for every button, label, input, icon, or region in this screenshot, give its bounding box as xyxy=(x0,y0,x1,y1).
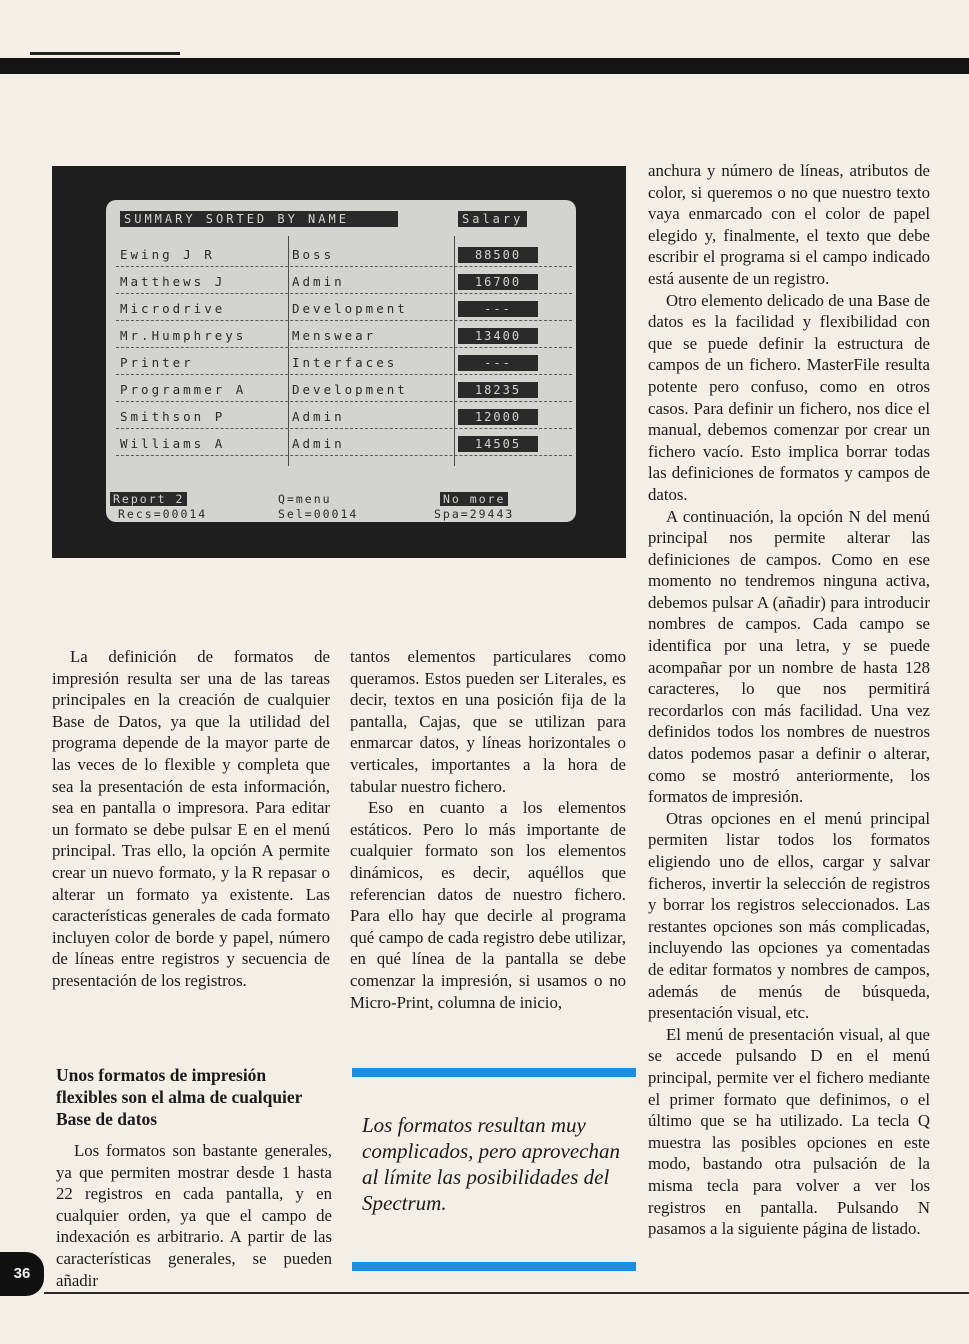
footer-spa: Spa=29443 xyxy=(434,507,515,521)
article-column-2 xyxy=(350,646,626,1013)
pullquote: Los formatos resultan muy complicados, pero aprovechan al límite las posibilidades del Spectrum. xyxy=(362,1113,620,1215)
table-row xyxy=(116,379,572,402)
table-row xyxy=(116,406,572,429)
row-salary: --- xyxy=(458,355,538,371)
footer-report: Report 2 xyxy=(110,492,187,506)
table-row xyxy=(116,433,572,456)
row-salary: 13400 xyxy=(458,328,538,344)
paragraph: anchura y número de líneas, atributos de color, si queremos o no que nuestro texto vaya enmarcado con el color de papel elegido y, finalmente, el texto que debe escribir el programa si el campo indicado está ausente de un registro. xyxy=(648,161,930,288)
row-name: Programmer A xyxy=(120,382,247,397)
row-dept: Interfaces xyxy=(292,355,398,370)
paragraph: Eso en cuanto a los elementos estáticos. Pero lo más importante de cualquier formato son los elementos dinámicos, es decir, aquéllos que referencian datos de nuestro fichero. Para ello hay que decirle al programa qué campo de cada registro debe utilizar, en qué línea de la pantalla se debe comenzar la impresión, si usamos o no Micro-Print, columna de inicio, xyxy=(350,798,626,1012)
row-salary: 12000 xyxy=(458,409,538,425)
screenshot-photo xyxy=(52,166,626,558)
article-column-1 xyxy=(52,646,330,992)
tv-screen xyxy=(106,200,576,522)
table-row xyxy=(116,325,572,348)
table-row xyxy=(116,298,572,321)
row-salary: 88500 xyxy=(458,247,538,263)
screen-header xyxy=(116,208,572,230)
top-tick-line xyxy=(30,52,180,55)
top-rule-bar xyxy=(0,58,969,74)
footer-sel: Sel=00014 xyxy=(278,507,359,521)
row-name: Printer xyxy=(120,355,194,370)
paragraph: A continuación, la opción N del menú principal nos permite alterar las definiciones de campos. Como en ese momento no tendremos ninguna activa, debemos pulsar A (añadir) para introducir nombres de campos. Cada campo se identifica por una letra, y se puede acompañar por un nombre de hasta 128 caracteres, lo que nos permitirá recordarlos con más facilidad. Una vez definidos todos los nombres de nuestros datos podemos pasar a definir o alterar, como se mostró anteriormente, los formatos de impresión. xyxy=(648,506,930,807)
screen-footer-status xyxy=(110,492,570,506)
row-dept: Admin xyxy=(292,409,345,424)
paragraph: Los formatos son bastante generales, ya que permiten mostrar desde 1 hasta 22 registros en cada pantalla, y en cualquier orden, ya que el campo de indexación es arbitrario. A partir de las características generales, se pueden añadir xyxy=(56,1141,332,1290)
row-name: Mr.Humphreys xyxy=(120,328,247,343)
screen-title: SUMMARY SORTED BY NAME xyxy=(120,211,398,227)
row-dept: Development xyxy=(292,382,408,397)
section-heading: Unos formatos de impresión flexibles son el alma de cualquier Base de datos xyxy=(56,1065,303,1129)
row-name: Microdrive xyxy=(120,301,226,316)
article-column-3 xyxy=(648,160,930,1240)
row-salary: 14505 xyxy=(458,436,538,452)
footer-menu-hint: Q=menu xyxy=(278,492,332,506)
pullquote-rule-top xyxy=(352,1068,636,1077)
row-salary: --- xyxy=(458,301,538,317)
row-dept: Menswear xyxy=(292,328,377,343)
pullquote-rule-bottom xyxy=(352,1262,636,1271)
table-row xyxy=(116,352,572,375)
row-name: Smithson P xyxy=(120,409,226,424)
footer-recs: Recs=00014 xyxy=(118,507,208,521)
row-name: Ewing J R xyxy=(120,247,215,262)
paragraph: Otro elemento delicado de una Base de datos es la facilidad y flexibilidad con que se puede definir la estructura de campos de un fichero. MasterFile resulta potente pero confuso, como en otros casos. Para definir un fichero, nos dice el manual, debemos comenzar por crear un fichero vacío. Esto implica borrar todas las definiciones de formatos y campos de datos. xyxy=(648,290,930,504)
footer-no-more: No more xyxy=(440,492,508,506)
paragraph: Otras opciones en el menú principal permiten listar todos los formatos eligiendo uno de ellos, cargar y salvar ficheros, invertir la selección de registros y borrar los registros seleccionados. Las restantes opciones son más complicadas, incluyendo las opciones ya comentadas de editar formatos y nombres de campos, además de menús de búsqueda, presentación visual, etc. xyxy=(648,808,930,1023)
row-dept: Admin xyxy=(292,436,345,451)
row-name: Matthews J xyxy=(120,274,226,289)
paragraph: La definición de formatos de impresión resulta ser una de las tareas principales en la creación de cualquier Base de Datos, ya que la utilidad del programa depende de la mayor parte de las veces de lo flexible y completa que sea la presentación de esta información, sea en pantalla o impresora. Para editar un formato se debe pulsar E en el menú principal. Tras ello, la opción A permite crear un nuevo formato, y la R repasar o alterar un formato ya existente. Las características generales de cada formato incluyen color de borde y papel, número de líneas entre registros y secuencia de presentación de los registros. xyxy=(52,647,330,990)
screen-field-header: Salary xyxy=(458,211,527,227)
row-salary: 16700 xyxy=(458,274,538,290)
row-dept: Admin xyxy=(292,274,345,289)
paragraph: tantos elementos particulares como queramos. Estos pueden ser Literales, es decir, textos en una posición fija de la pantalla, Cajas, que se utilizan para enmarcar datos, y líneas horizontales o verticales, importantes a la hora de tabular nuestro fichero. xyxy=(350,647,626,796)
paragraph: El menú de presentación visual, al que se accede pulsando D en el menú principal, permite ver el fichero mediante el primer formato que definimos, o el último que se ha utilizado. La tecla Q muestra las posibles opciones en este modo, bastando otra pulsación de la misma tecla para volver a ver los registros en pantalla. Pulsando N pasamos a la siguiente página de listado. xyxy=(648,1024,930,1239)
page-number: 36 xyxy=(0,1252,44,1296)
row-dept: Development xyxy=(292,301,408,316)
bottom-rule xyxy=(44,1292,969,1294)
row-name: Williams A xyxy=(120,436,226,451)
table-row xyxy=(116,271,572,294)
table-row xyxy=(116,244,572,267)
row-dept: Boss xyxy=(292,247,335,262)
row-salary: 18235 xyxy=(458,382,538,398)
